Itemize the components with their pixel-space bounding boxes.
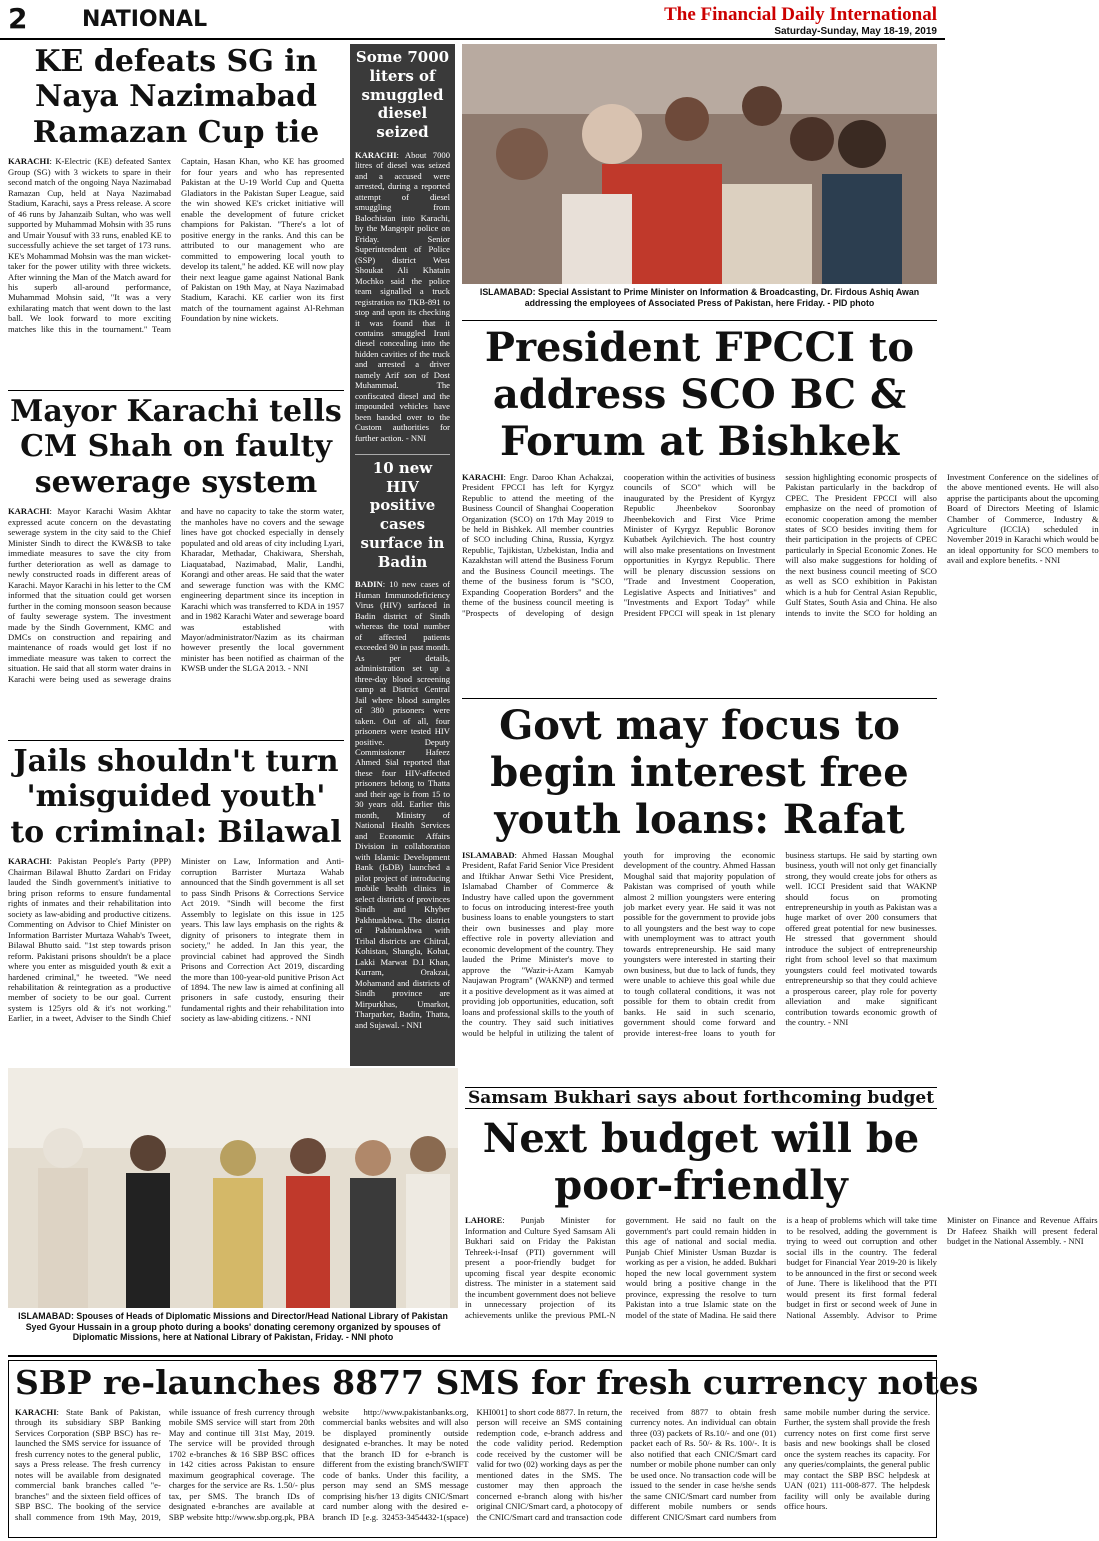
article-budget <box>465 1087 1098 1357</box>
headline-jails: Jails shouldn't turn 'misguided youth' to criminal: Bilawal <box>10 744 342 850</box>
headline-diesel: Some 7000 liters of smuggled diesel seized <box>355 48 450 141</box>
divider <box>8 740 344 741</box>
article-ke <box>8 44 344 370</box>
article-mayor <box>8 394 344 737</box>
headline-govt: Govt may focus to begin interest free youth loans: Rafat <box>490 702 909 844</box>
divider <box>8 1355 937 1357</box>
headline-ke: KE defeats SG in Naya Nazimabad Ramazan Cup tie <box>32 44 320 150</box>
page-number: 2 <box>8 2 28 35</box>
photo-illustration <box>462 44 937 284</box>
photo-illustration <box>8 1068 458 1308</box>
body-sbp: KARACHI: State Bank of Pakistan, through its subsidiary SBP Banking Services Corporation (SBP BSC) has re-launched the SMS service for issuance of fresh currency notes to the general public, says a Press release. The fresh currency notes will be available from designated commercial bank branches called "e-branches" and the sixteen field offices of SBP BSC. The booking of the service shall commence from 19th May, 2019, while issuance of fresh currency through mobile SMS service will start from 20th May and continue till 31st May, 2019. The service will be provided through 1702 e-branches & 16 SBP BSC offices in 142 cities across Pakistan to ensure maximum geographical coverage. The charges for the service are Rs. 1.50/- plus tax, per SMS. The branch IDs of designated e-branches are available at SBP website http://www.sbp.org.pk, PBA website http://www.pakistanbanks.org, commercial banks websites and will also be displayed prominently outside designated e-branches. It may be noted that the branch ID for e-branch is different from the existing branch/SWIFT code of banks. Under this facility, a person may send an SMS message comprising his/her 13 digits CNIC/Smart card number along with the desired e-branch ID [e.g. 32453-3454432-1(space) KHI001] to short code 8877. In return, the person will receive an SMS containing redemption code, e-branch address and the code validity period. Redemption code received by the customer will be valid for two (02) working days as per the mentioned dates in the SMS. The customer may then approach the concerned e-branch along with his/her original CNIC/Smart card, a photocopy of the CNIC/Smart card and transaction code received from 8877 to obtain fresh currency notes. An individual can obtain three (03) packets of Rs.10/- and one (01) packet each of Rs. 50/- & Rs. 100/-. It is also notified that each CNIC/Smart card number or mobile phone number can only be used once. No transaction code will be issued to the sender in case he/she sends the same CNIC/Smart card number from different mobile numbers or sends different CNIC/Smart card numbers from same mobile number during the service. Further, the system shall provide the fresh currency notes on first come first serve basis and new bookings shall be closed once the system reaches its capacity. For any queries/complaints, the general public may contact the SBP BSC helpdesk at UAN (021) 111-008-877. The helpdesk facility will only be available during office hours. <box>15 1406 930 1522</box>
body-govt: ISLAMABAD: Ahmed Hassan Moughal President, Rafat Farid Senior Vice President and Iftikhar Anwar Sethi Vice President, Islamabad Chamber of Commerce & Industry have called upon the government to focus on introducing interest-free youth business loans to enable youngsters to start their own businesses and play more effective role in poverty alleviation and economic development of the country. They lauded the Prime Minister's move to approve the "Wazir-i-Azam Kamyab Naujawan Program" (WAKNP) and termed it a positive development as it was aimed at providing job opportunities, education, soft loans and professional skills to the youth of the country. They said such initiatives would be helpful in utilizing the talent of youth for improving the economic development of the country. Ahmed Hassan Moughal said that majority population of Pakistan was comprised of youth while almost 2 million youngsters were entering job market every year. He said it was not possible for the government to provide jobs to all youngsters and the best way to cope with unemployment was to attract youth towards entrepreneurship. He said many youngsters were interested in starting their own business, but due to lack of funds, they were unable to achieve this goal while due to tough collateral conditions, it was not possible for them to obtain credit from banks. He said in such scenario, government should come forward and provide interest-free loans to youth for business startups. He said by starting own business, youth will not only get financially strong, they would create jobs for others as well. ICCI President said that WAKNP should focus on promoting entrepreneurship in youth as Pakistan was a huge market of over 200 consumers that offered great potential for new businesses. He stressed that government should introduce the subject of entrepreneurship right from school level so that maximum youngsters could feel motivated towards entrepreneurship so that they could achieve a prosperous career, play role for poverty alleviation and make significant contribution towards economic growth of the country. - NNI <box>462 849 937 1038</box>
headline-budget: Next budget will be poor-friendly <box>482 1115 920 1210</box>
divider <box>8 390 344 391</box>
body-budget: LAHORE: Punjab Minister for Information and Culture Syed Samsam Ali Bukhari said on Friday the Pakistan Tehreek-i-Insaf (PTI) government will present a poor-friendly budget for upcoming fiscal year despite economic distress. The minister in a statement said the incumbent government does not believe in unnecessary projection of its achievements unlike the previous PML-N government. He said no fault on the government's part could remain hidden in this age of national and social media. Punjab Chief Minister Usman Buzdar is working as per a vision, he added. Bukhari hoped the new local government system would bring a positive change in the province, expressing the resolve to turn Pakistan into a true Islamic state on the model of the state of Madina. He said there is a heap of problems which will take time to be resolved, adding the government is trying to weed out corruption and other social ills in the country. The federal budget for Financial Year 2019-20 is likely to be announced in the first or second week of June. There is likelihood that the PTI would present its first formal federal budget in first or second week of June in National Assembly. Advisor to Prime Minister on Finance and Revenue Affairs Dr Hafeez Shaikh will present federal budget in the National Assembly. - NNI <box>465 1215 1098 1320</box>
kicker-budget: Samsam Bukhari says about forthcoming budget <box>465 1087 937 1109</box>
headline-sbp: SBP re-launches 8877 SMS for fresh currency notes <box>15 1363 979 1402</box>
article-fpcci <box>462 324 1099 694</box>
issue-date: Saturday-Sunday, May 18-19, 2019 <box>774 26 937 37</box>
divider <box>462 698 937 699</box>
body-ke: KARACHI: K-Electric (KE) defeated Santex Group (SG) with 3 wickets to spare in their second match of the ongoing Naya Nazimabad Ramazan Cup, held at Naya Nazimabad Stadium, Karachi, says a Press release. A score of 46 runs by Jahanzaib Sultan, who was well supported by Muhammad Mohsin with 35 runs and Umair Yousuf with 33 runs, enabled KE to successfully achieve the set target of 173 runs. KE's Mohammad Mohsin was the man wicket-taker for the power utility with three wickets. After winning the Man of the Match award for his superb all-around performance, Muhammad Mohsin said, "It was a very exhilarating match that went down to the last ball. We look forward to more exciting matches like this in the tournament." Team Captain, Hasan Khan, who KE has groomed for four years and who has represented Pakistan at the U-19 World Cup and Quetta Gladiators in the Pakistan Super League, said the win showed KE's cricket initiative will enable the development of future cricket champions for Pakistan. "There's a lot of positive energy in the ranks. And this can be attributed to our management who are committed to empowering local youth to develop its talent," he added. KE will now play their next league game against National Bank of Pakistan on 19th May, at Naya Nazimabad Stadium, Karachi. KE carlier won its first match of the tournament against Al-Rehman Foundation by nine wickets. <box>8 156 344 334</box>
article-sbp <box>8 1360 979 1538</box>
section-label: NATIONAL <box>82 7 208 32</box>
divider <box>462 320 937 321</box>
masthead <box>664 4 937 37</box>
headline-fpcci: President FPCCI to address SCO BC & Forum at Bishkek <box>484 324 915 466</box>
body-mayor: KARACHI: Mayor Karachi Wasim Akhtar expressed acute concern on the devastating sewerage system in the city said to the Chief Minister Sindh to direct the KW&SB to take immediate measures to save the city from further deterioration as well as damage to newly constructed roads in different areas of Karachi. Mayor Karachi in his letter to the CM informed that the situation could get worsen further in the coming monsoon season because of faulty sewerage system. The investment made by the Sindh Government, KMC and DMCs on construction and repairing and maintenance of roads would get lost if no immediate measure was taken to correct the situation. He said that all storm water drains in Karachi were being used as sewerage drains and have no capacity to take the storm water, the manholes have no covers and the sewage lines have got chocked especially in densely populated and old areas of city including Lyari, Kharadar, Methadar, Chakiwara, Shershah, Liaquatabad, Nazimabad, Malir, Landhi, Korangi and other areas. He said that the water and sewerage function was with the KMC engineering department since its inception in Karachi which was transferred to KDA in 1957 and in 1982 Karachi Water and sewerage board was established with Mayor/administrator/Nazim as its chairman however presently the local government minister has been notified as chairman of the KWSB under the SLGA 2013. - NNI <box>8 506 344 684</box>
body-hiv: BADIN: 10 new cases of Human Immunodeficiency Virus (HIV) surfaced in Badin district of Sindh whereas the total number of affected patients exceeded 90 in past month. As per details, administration set up a three-day blood screening camp at District Central Jail where blood samples of 380 prisoners were taken. Out of all, four prisoners were tested HIV positive. Deputy Commissioner Hafeez Ahmed Sial reported that these four HIV-affected prisoners belong to Thatta and their age is from 15 to 30 years old. Earlier this month, Ministry of National Health Services and Economic Affairs Division in collaboration with Islamic Development Bank (IsDB) launched a pilot project of introducing mobile health clinics in select districts of provinces Sindh and Khyber Pakhtunkhwa. The district of Pakhtunkhwa with Tribal districts are Chitral, Kohistan, Shangla, Kohat, Lakki Marwat D.I Khan, Kurram, Orakzai, Mohamand and districts of Sindh province are Mirpurkhas, Umarkot, Tharparker, Badin, Thatta, and Sujawal. - NNI <box>355 579 450 1030</box>
body-fpcci: KARACHI: Engr. Daroo Khan Achakzai, President FPCCI has left for Kyrgyz Republic to attend the meeting of the Business Council of Shanghai Cooperation Organization (SCO) on 17th May 2019 to be held in Bishkek. All member countries of SCO including China, Russia, Kyrgyz Republic, Tajikistan, Uzbekistan, India and Kazakhstan will attend the Business Forum and the Business Council meetings. The theme of the business forum is "SCO, Expanding Cooperation Borders" and the theme of the business council meeting is "Prospects of developing of design cooperation within the activities of business councils of SCO" which will be inaugurated by the President of Kyrgyz Republic Jheenbekov Sooronbay Jheenbekovich and First Vice Prime Minister of Kyrgyz Republic Boronov Kubatbek Ayilchievich. The host country will also make presentations on Investment opportunities in Kyrgyz Republic. There will be plenary discussion sessions on "Trade and Investment Cooperation, Legislative Aspects and Initiatives" and "Investments and Export Today" while President FPCCI will speak in 1st plenary session highlighting economic prospects of Pakistan particularly in the backdrop of CPEC. The President FPCCI will also emphasize on the need of promotion of economic cooperation among the member states of SCO besides inviting them for their participation in the projects of CPEC particularly in Special Economic Zones. He will also make suggestions for holding of the next business council meeting of SCO as well as SCO exhibition in Pakistan which is a hub for Central Asian Republic, Gulf States, South Asia and China. He also intends to invite the SCO for holding an Investment Conference on the sidelines of the above mentioned events. He will also apprise the participants about the upcoming Board of Directors Meeting of Islamic Chamber of Commerce, Industry & Agriculture (ICCIA) scheduled in November 2019 in Karachi which would be an ideal opportunity for SCO members to avail and explore benefits. - NNI <box>462 471 1099 618</box>
body-jails: KARACHI: Pakistan People's Party (PPP) Chairman Bilawal Bhutto Zardari on Friday lauded the Sindh government's initiative to bring prison reforms to ensure fundamental rights of inmates and their rehabilitation into society as law-abiding and productive citizens. Commenting on Advisor to Chief Minister on Information Barrister Murtaza Wahab's Tweet, Bilawal Bhutto said. "1st step towards prison reform. Pakistani prisons shouldn't be a place where you enter as misguided youth & exit a hardened criminal," he tweeted. "We need rehabilitation & reintegration as a productive member of society to be our goal. Current system is 125yrs old & it's not working." Earlier, in a tweet, Adviser to the Sindh Chief Minister on Law, Information and Anti-corruption Barrister Murtaza Wahab announced that the Sindh government is all set to pass Sindh Prisons & Corrections Service Act 2019. "Sindh will become the first Assembly to legislate on this issue in 125 years. This law lays emphasis on the rights & dignity of prisoners to integrate them in society," he added. In Jan this year, the provincial cabinet had approved the Sindh Prisons and Correction Act 2019, discarding the more than 100-year-old punitive Prison Act of 1894. The new law is aimed at confining all prisoners in safe custody, ensuring their fundamental rights and their rehabilitation into society as law-abiding citizens. - NNI <box>8 856 344 1024</box>
article-jails <box>8 744 344 1062</box>
paper-name: The Financial Daily International <box>664 4 937 25</box>
divider <box>355 454 450 455</box>
headline-mayor: Mayor Karachi tells CM Shah on faulty sewerage system <box>10 394 342 500</box>
photo-speaker <box>462 44 937 284</box>
photo-group <box>8 1068 458 1308</box>
article-govt <box>462 702 937 1082</box>
body-diesel: KARACHI: About 7000 litres of diesel was seized and a accused were arrested, during a reported attempt of diesel smuggling from Balochistan into Karachi, by the Mangopir police on Friday. Senior Superintendent of Police (SSP) district West Shoukat Ali Khatain Mochko said the police team signalled a truck registration no TKB-891 to stop and upon its checking it was found that it contains smuggled Irani diesel concealing into the hidden cavities of the truck and arrested a driver namely Arif son of Dost Muhammad. The confiscated diesel and the impounded vehicles have been handed over to the Custom authorities for further action. - NNI <box>355 149 450 443</box>
caption-top-photo: ISLAMABAD: Special Assistant to Prime Minister on Information & Broadcasting, Dr. Firdous Ashiq Awan addressing the employees of Associated Press of Pakistan, here Friday. - PID photo <box>479 287 920 308</box>
headline-hiv: 10 new HIV positive cases surface in Badin <box>360 458 445 571</box>
caption-bottom-photo: ISLAMABAD: Spouses of Heads of Diplomatic Missions and Director/Head National Library of Pakistan Syed Gyour Hussain in a group photo during a books' donating ceremony organized by spouses of Diplomatic Missions, here at National Library of Pakistan, Friday. - NNI photo <box>18 1311 448 1343</box>
sidebar-column <box>350 44 455 1066</box>
